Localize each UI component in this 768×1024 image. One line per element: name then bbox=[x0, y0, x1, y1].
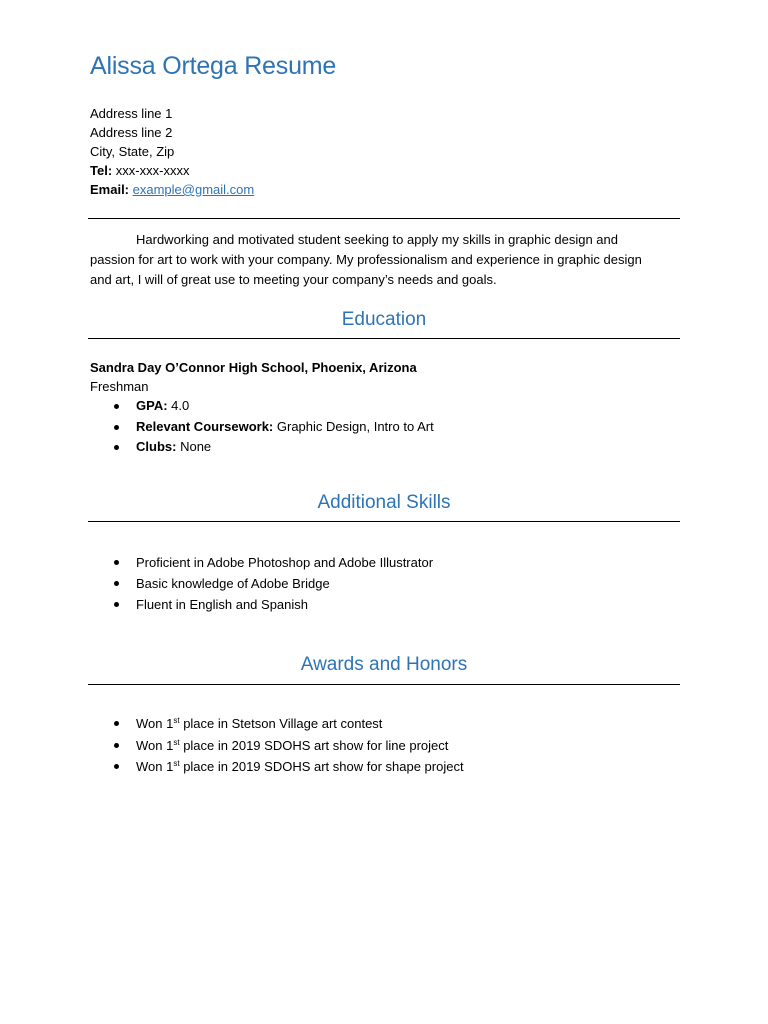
email-label: Email: bbox=[90, 182, 130, 197]
awards-list bbox=[90, 713, 464, 778]
list-item: Fluent in English and Spanish bbox=[90, 594, 433, 615]
tel-line bbox=[90, 161, 254, 180]
contact-block bbox=[90, 104, 254, 199]
email-line bbox=[90, 180, 254, 199]
coursework-value: Graphic Design, Intro to Art bbox=[276, 418, 434, 434]
list-item bbox=[90, 713, 464, 735]
award-ordinal: st bbox=[173, 737, 180, 747]
skills-divider bbox=[88, 521, 680, 522]
gpa-label: GPA: bbox=[136, 398, 168, 413]
education-divider bbox=[88, 338, 680, 339]
skills-heading: Additional Skills bbox=[317, 492, 451, 513]
award-ordinal: st bbox=[173, 716, 180, 725]
awards-heading: Awards and Honors bbox=[300, 654, 468, 675]
list-item bbox=[90, 437, 434, 458]
resume-title: Alissa Ortega Resume bbox=[90, 52, 337, 80]
list-item bbox=[90, 396, 434, 417]
school-name: Sandra Day O’Connor High School, Phoenix, Arizona bbox=[90, 360, 417, 375]
city-state-zip: City, State, Zip bbox=[90, 144, 175, 159]
list-item bbox=[90, 756, 464, 778]
award-prefix: Won 1 bbox=[136, 716, 174, 731]
clubs-value: None bbox=[180, 439, 212, 454]
tel-value: xxx-xxx-xxxx bbox=[115, 163, 190, 178]
education-list bbox=[90, 396, 434, 458]
award-text: place in 2019 SDOHS art show for line project bbox=[179, 737, 449, 753]
coursework-label: Relevant Coursework: bbox=[136, 418, 274, 434]
skills-list bbox=[90, 552, 433, 615]
school-block bbox=[90, 358, 417, 396]
award-ordinal: st bbox=[173, 759, 180, 768]
gpa-value: 4.0 bbox=[171, 398, 190, 413]
list-item bbox=[90, 735, 464, 757]
award-text: place in Stetson Village art contest bbox=[179, 716, 383, 731]
email-link[interactable]: example@gmail.com bbox=[132, 182, 255, 197]
summary-paragraph: Hardworking and motivated student seeking to apply my skills in graphic design and passion for art to work with your company. My professionalism and experience in graphic design and art, I will of great use to meeting your company’s needs and goals. bbox=[90, 232, 642, 287]
clubs-label: Clubs: bbox=[136, 439, 177, 454]
awards-divider bbox=[88, 684, 680, 685]
award-prefix: Won 1 bbox=[136, 759, 174, 774]
award-text: place in 2019 SDOHS art show for shape project bbox=[179, 759, 464, 774]
list-item: Proficient in Adobe Photoshop and Adobe Illustrator bbox=[90, 552, 433, 573]
list-item bbox=[90, 417, 434, 438]
address-line-1: Address line 1 bbox=[90, 106, 173, 121]
school-year: Freshman bbox=[90, 379, 149, 394]
address-line-2: Address line 2 bbox=[90, 125, 173, 140]
education-heading: Education bbox=[341, 309, 427, 330]
award-prefix: Won 1 bbox=[136, 737, 174, 753]
header-divider bbox=[88, 218, 680, 219]
list-item: Basic knowledge of Adobe Bridge bbox=[90, 573, 433, 594]
tel-label: Tel: bbox=[90, 163, 113, 178]
